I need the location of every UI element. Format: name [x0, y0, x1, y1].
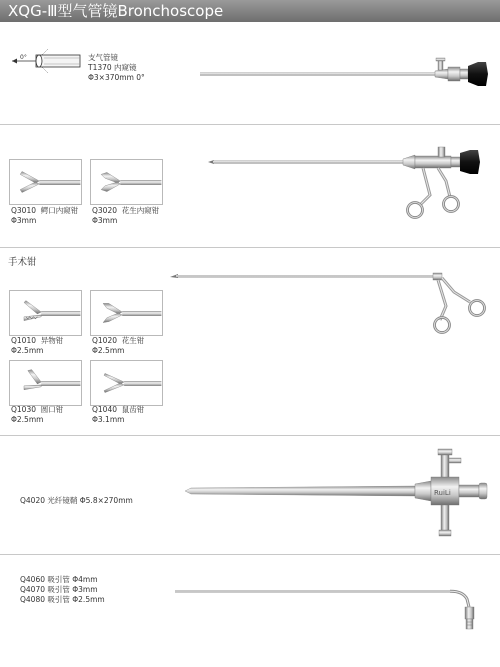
suction-line-1: Q4060 吸引管 Φ4mm	[20, 575, 98, 584]
forceps-q3010-size: Φ3mm	[11, 216, 37, 225]
page-title: XQG-Ⅲ型气管镜Bronchoscope	[8, 2, 224, 20]
forceps-thumb-q3010	[9, 159, 82, 205]
forceps-thumb-q3020	[90, 159, 163, 205]
forceps-q3010-name: 鳄口内窥钳	[40, 206, 79, 215]
suction-line-3: Q4080 吸引管 Φ2.5mm	[20, 595, 105, 604]
alligator-jaw-icon	[10, 160, 81, 204]
forceps-q1040-label	[92, 405, 144, 415]
forceps-q1020-name: 花生钳	[121, 336, 145, 345]
optical-forceps-section	[0, 125, 500, 248]
forceps-q1010-name: 异物钳	[40, 336, 64, 345]
rat-tooth-jaw-icon	[91, 361, 162, 405]
suction-line-2: Q4070 吸引管 Φ3mm	[20, 585, 98, 594]
telescope-section	[0, 22, 500, 125]
forceps-q1040-name: 鼠齿钳	[121, 405, 145, 414]
forceps-q1020-code: Q1020	[92, 336, 117, 345]
catalog-header	[0, 0, 500, 22]
forceps-thumb-q1010	[9, 290, 82, 336]
forceps-q1040-code: Q1040	[92, 405, 117, 414]
forceps-q1020-size: Φ2.5mm	[92, 346, 125, 355]
forceps-q1030-name: 圆口钳	[40, 405, 64, 414]
sheath-brand-mark: RuiLi	[434, 489, 451, 497]
optical-forceps-icon	[208, 147, 495, 239]
forceps-q1020-label	[92, 336, 144, 346]
telescope-name: 支气管镜	[88, 53, 118, 62]
foreign-body-jaw-icon	[10, 291, 81, 335]
forceps-thumb-q1030	[9, 360, 82, 406]
forceps-q1030-code: Q1030	[11, 405, 36, 414]
forceps-q1010-label	[11, 336, 63, 346]
forceps-q3010-label	[11, 206, 78, 216]
forceps-thumb-q1040	[90, 360, 163, 406]
forceps-thumb-q1020	[90, 290, 163, 336]
peanut-forceps-jaw-icon	[91, 291, 162, 335]
suction-section	[0, 555, 500, 667]
forceps-q3020-size: Φ3mm	[92, 216, 118, 225]
view-angle-label: 0°	[20, 54, 27, 61]
forceps-q1040-size: Φ3.1mm	[92, 415, 125, 424]
section-heading: 手术钳	[8, 257, 37, 268]
telescope-model: T1370 内窥镜	[88, 63, 137, 72]
forceps-q3020-name: 花生内窥钳	[121, 206, 160, 215]
forceps-q1010-size: Φ2.5mm	[11, 346, 44, 355]
bronchoscope-telescope-icon	[200, 58, 495, 92]
sheath-label: Q4020 光纤镜鞘 Φ5.8×270mm	[20, 496, 133, 505]
forceps-q1030-label	[11, 405, 63, 415]
surgical-forceps-icon	[170, 272, 490, 342]
suction-tube-icon	[175, 575, 485, 635]
telescope-spec: Φ3×370mm 0°	[88, 73, 145, 82]
peanut-jaw-icon	[91, 160, 162, 204]
forceps-q1030-size: Φ2.5mm	[11, 415, 44, 424]
forceps-q3020-code: Q3020	[92, 206, 117, 215]
surgical-forceps-section	[0, 248, 500, 436]
fiber-optic-sheath-icon	[185, 444, 490, 548]
forceps-q3010-code: Q3010	[11, 206, 36, 215]
round-mouth-jaw-icon	[10, 361, 81, 405]
forceps-q3020-label	[92, 206, 159, 216]
sheath-section	[0, 436, 500, 555]
forceps-q1010-code: Q1010	[11, 336, 36, 345]
